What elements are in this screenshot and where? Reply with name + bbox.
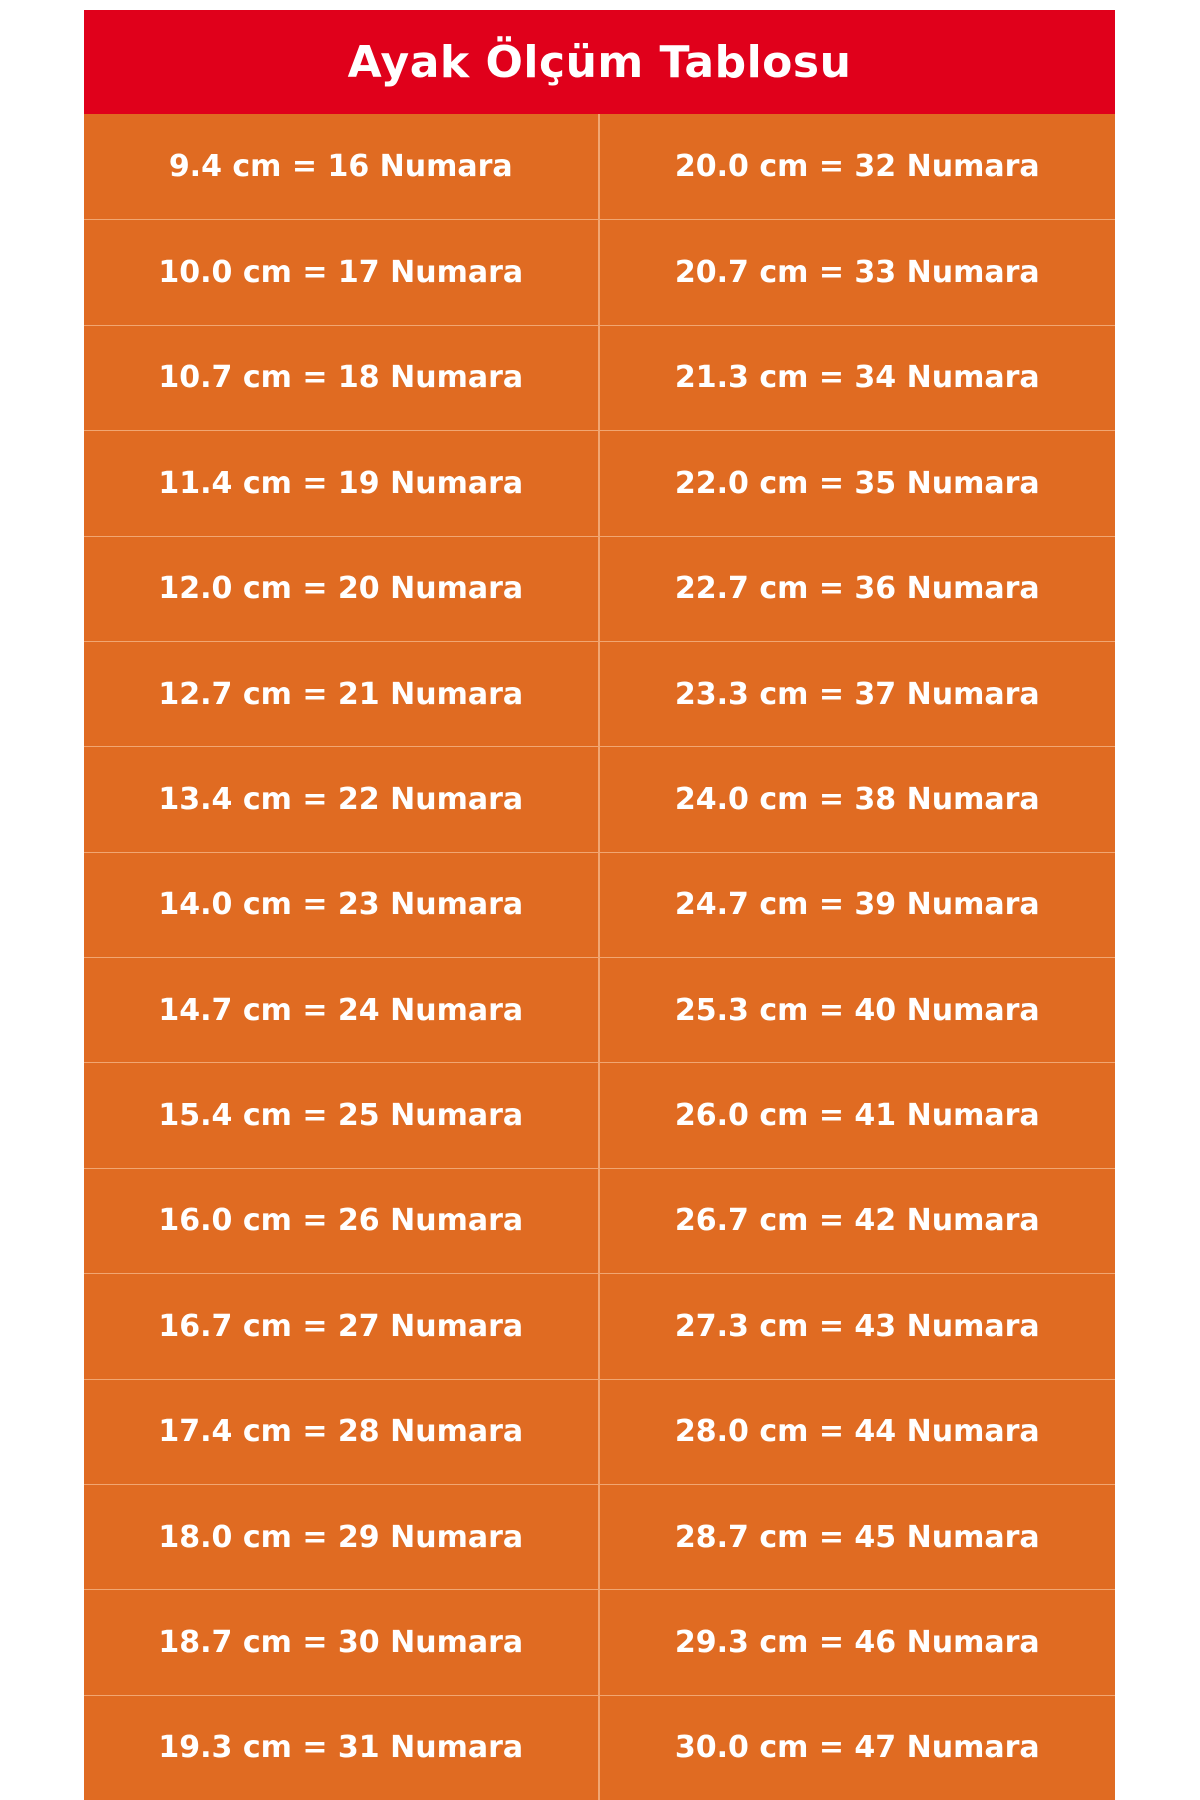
size-cell-left: 10.0 cm = 17 Numara: [84, 219, 600, 324]
size-cell-left: 10.7 cm = 18 Numara: [84, 325, 600, 430]
size-cell-right: 24.0 cm = 38 Numara: [600, 746, 1116, 851]
size-cell-right: 20.0 cm = 32 Numara: [674, 149, 1040, 185]
size-cell-right: 21.3 cm = 34 Numara: [600, 325, 1116, 430]
size-cell-left: 12.0 cm = 20 Numara: [84, 536, 600, 641]
size-grid: [84, 114, 1115, 1800]
size-cell-right: 30.0 cm = 47 Numara: [600, 1695, 1116, 1800]
size-cell-left: 14.0 cm = 23 Numara: [84, 852, 600, 957]
size-cell-left: 12.7 cm = 21 Numara: [84, 641, 600, 746]
size-cell-left: 13.4 cm = 22 Numara: [84, 746, 600, 851]
size-cell-right: 22.0 cm = 35 Numara: [600, 430, 1116, 535]
size-cell-right: 24.7 cm = 39 Numara: [600, 852, 1116, 957]
size-cell-right: 29.3 cm = 46 Numara: [600, 1589, 1116, 1694]
size-cell-right: 20.7 cm = 33 Numara: [600, 219, 1116, 324]
size-cell-left: 9.4 cm = 16 Numara: [84, 114, 600, 219]
size-cell-right: 28.7 cm = 45 Numara: [600, 1484, 1116, 1589]
size-cell-right: 22.7 cm = 36 Numara: [600, 536, 1116, 641]
size-cell-right: 27.3 cm = 43 Numara: [600, 1273, 1116, 1378]
size-cell-left: 19.3 cm = 31 Numara: [84, 1695, 600, 1800]
size-cell-right: 28.0 cm = 44 Numara: [600, 1379, 1116, 1484]
size-cell-left: 16.7 cm = 27 Numara: [84, 1273, 600, 1378]
size-cell-left: 18.0 cm = 29 Numara: [84, 1484, 600, 1589]
size-cell-right: 26.0 cm = 41 Numara: [600, 1062, 1116, 1167]
size-chart: [84, 10, 1115, 1800]
size-cell-right: 23.3 cm = 37 Numara: [600, 641, 1116, 746]
size-cell-left: 18.7 cm = 30 Numara: [84, 1589, 600, 1694]
size-cell-left: 15.4 cm = 25 Numara: [84, 1062, 600, 1167]
size-cell-left: 11.4 cm = 19 Numara: [84, 430, 600, 535]
size-cell-right: 26.7 cm = 42 Numara: [600, 1168, 1116, 1273]
size-cell-left: 17.4 cm = 28 Numara: [84, 1379, 600, 1484]
chart-title: Ayak Ölçüm Tablosu: [84, 10, 1115, 114]
size-cell-right: 25.3 cm = 40 Numara: [600, 957, 1116, 1062]
size-cell-left: 16.0 cm = 26 Numara: [84, 1168, 600, 1273]
size-cell-left: 14.7 cm = 24 Numara: [84, 957, 600, 1062]
